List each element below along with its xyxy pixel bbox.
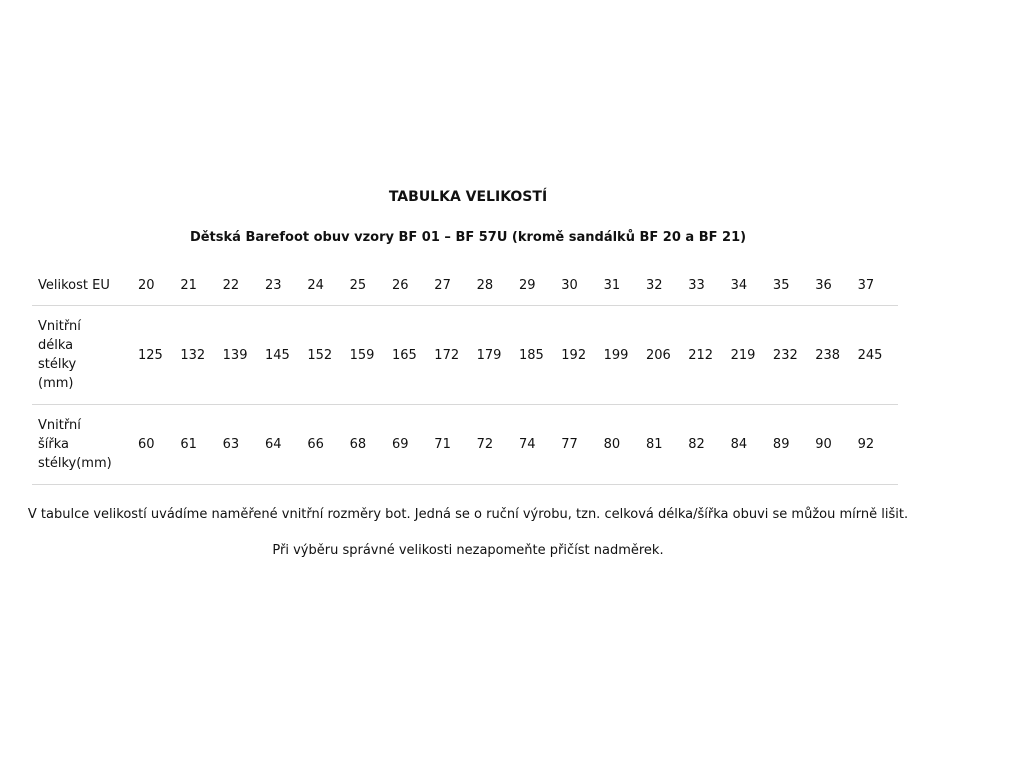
- width-cell: 72: [475, 405, 517, 485]
- size-cell: 35: [771, 266, 813, 306]
- width-cell: 68: [348, 405, 390, 485]
- width-cell: 77: [559, 405, 601, 485]
- note-measurements: V tabulce velikostí uvádíme naměřené vnitřní rozměry bot. Jedná se o ruční výrobu, tzn. celková délka/šířka obuvi se můžou mírně lišit.: [27, 507, 909, 522]
- length-cell: 245: [856, 306, 898, 405]
- size-cell: 36: [813, 266, 855, 306]
- length-cell: 165: [390, 306, 432, 405]
- row-header-line: stélky: [38, 357, 77, 372]
- width-cell: 90: [813, 405, 855, 485]
- size-cell: 25: [348, 266, 390, 306]
- length-cell: 145: [263, 306, 305, 405]
- table-row-length: [32, 306, 898, 405]
- row-header-line: Vnitřní: [38, 418, 81, 433]
- width-cell: 81: [644, 405, 686, 485]
- length-cell: 238: [813, 306, 855, 405]
- length-cell: 159: [348, 306, 390, 405]
- length-cell: 125: [136, 306, 178, 405]
- size-cell: 34: [729, 266, 771, 306]
- page-title: TABULKA VELIKOSTÍ: [388, 189, 548, 205]
- size-cell: 31: [602, 266, 644, 306]
- size-cell: 27: [432, 266, 474, 306]
- width-cell: 61: [178, 405, 220, 485]
- size-cell: 22: [221, 266, 263, 306]
- width-cell: 89: [771, 405, 813, 485]
- width-cell: 82: [686, 405, 728, 485]
- size-cell: 24: [305, 266, 347, 306]
- row-header-width: [32, 405, 136, 485]
- width-cell: 63: [221, 405, 263, 485]
- length-cell: 192: [559, 306, 601, 405]
- row-header-size: Velikost EU: [32, 266, 136, 306]
- table-row-width: [32, 405, 898, 485]
- size-cell: 37: [856, 266, 898, 306]
- size-cell: 21: [178, 266, 220, 306]
- length-cell: 219: [729, 306, 771, 405]
- row-header-line: Vnitřní: [38, 319, 81, 334]
- width-cell: 74: [517, 405, 559, 485]
- width-cell: 66: [305, 405, 347, 485]
- size-cell: 32: [644, 266, 686, 306]
- row-header-line: šířka: [38, 437, 69, 452]
- size-cell: 33: [686, 266, 728, 306]
- size-cell: 20: [136, 266, 178, 306]
- note-allowance: Při výběru správné velikosti nezapomeňte přičíst nadměrek.: [272, 543, 664, 558]
- size-table: [32, 266, 898, 485]
- size-cell: 23: [263, 266, 305, 306]
- page-subtitle: Dětská Barefoot obuv vzory BF 01 – BF 57U (kromě sandálků BF 20 a BF 21): [189, 230, 747, 245]
- row-header-length: [32, 306, 136, 405]
- row-header-line: stélky(mm): [38, 456, 112, 471]
- length-cell: 212: [686, 306, 728, 405]
- row-header-line: (mm): [38, 376, 74, 391]
- length-cell: 199: [602, 306, 644, 405]
- length-cell: 206: [644, 306, 686, 405]
- width-cell: 71: [432, 405, 474, 485]
- length-cell: 132: [178, 306, 220, 405]
- table-row-size: [32, 266, 898, 306]
- size-cell: 29: [517, 266, 559, 306]
- length-cell: 232: [771, 306, 813, 405]
- length-cell: 179: [475, 306, 517, 405]
- length-cell: 172: [432, 306, 474, 405]
- length-cell: 185: [517, 306, 559, 405]
- width-cell: 80: [602, 405, 644, 485]
- length-cell: 152: [305, 306, 347, 405]
- width-cell: 60: [136, 405, 178, 485]
- length-cell: 139: [221, 306, 263, 405]
- width-cell: 92: [856, 405, 898, 485]
- width-cell: 69: [390, 405, 432, 485]
- size-cell: 30: [559, 266, 601, 306]
- width-cell: 64: [263, 405, 305, 485]
- width-cell: 84: [729, 405, 771, 485]
- size-cell: 28: [475, 266, 517, 306]
- row-header-line: délka: [38, 338, 74, 353]
- size-cell: 26: [390, 266, 432, 306]
